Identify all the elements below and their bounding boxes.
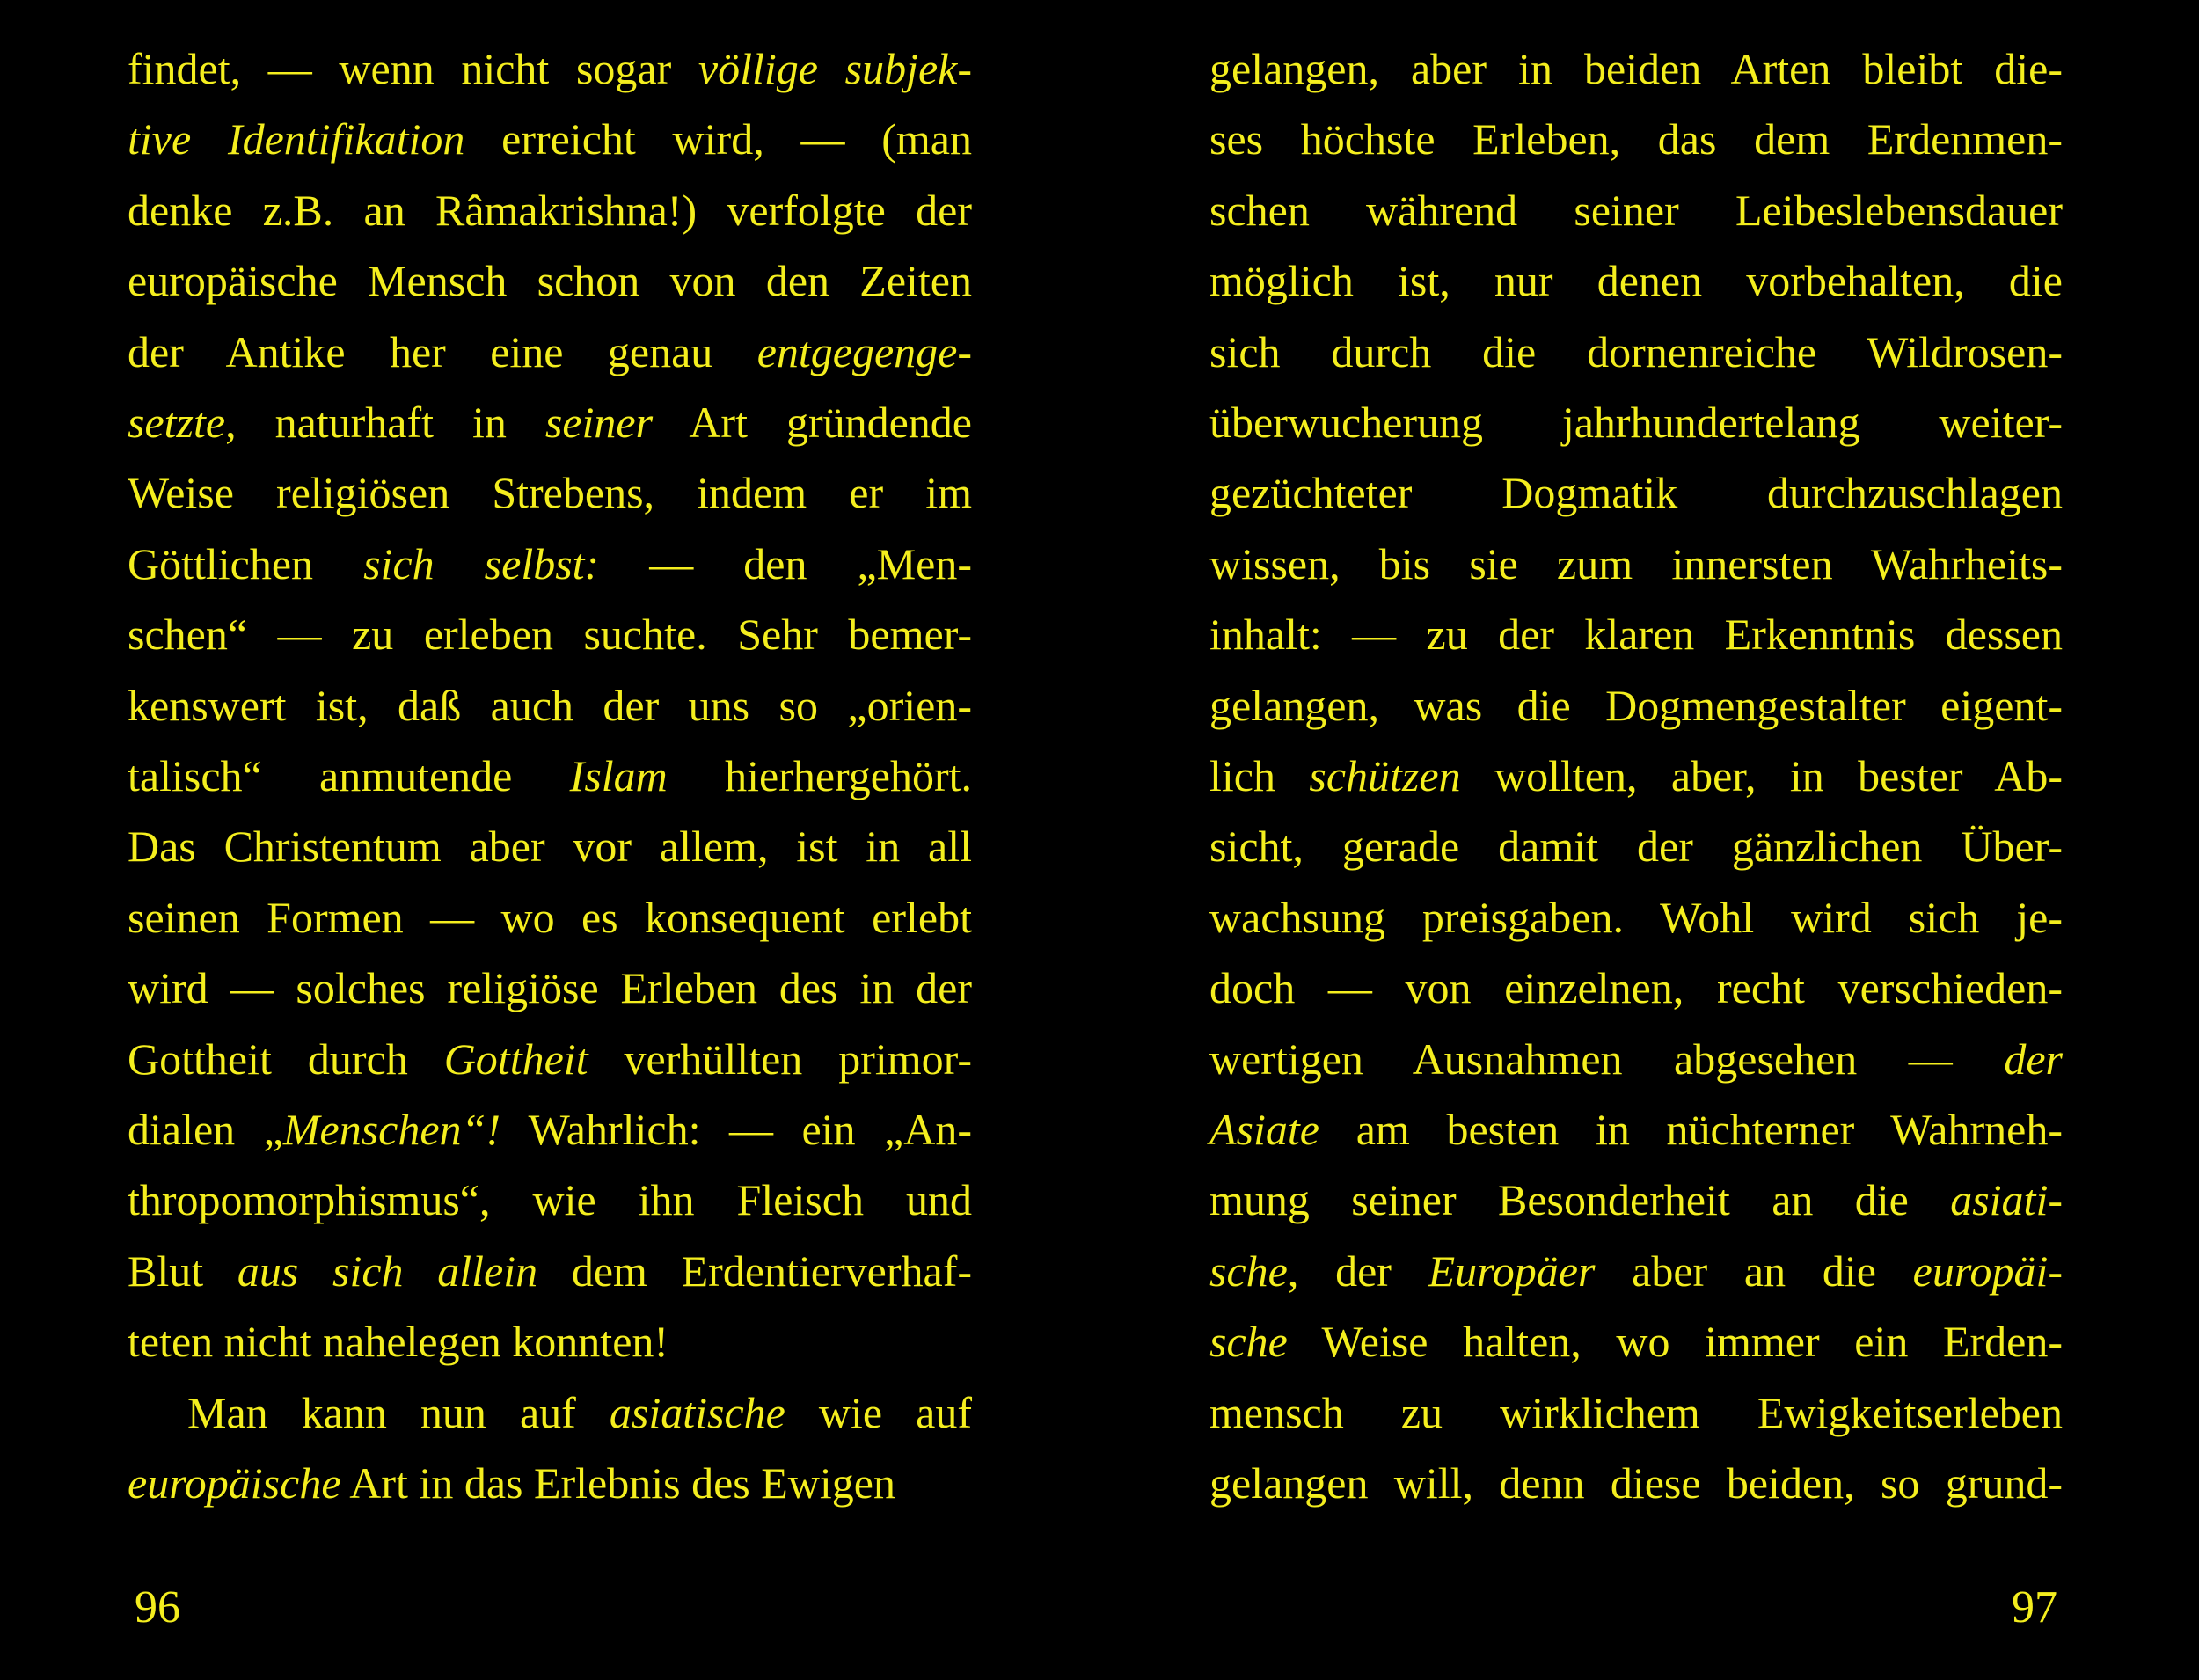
- text-line: [128, 457, 972, 528]
- text-line: [128, 1377, 972, 1448]
- text-line: [1209, 1306, 2063, 1377]
- text-span: Weise religiösen Strebens, indem er im: [128, 468, 972, 518]
- text-span: hierhergehört.: [667, 751, 972, 800]
- text-line: [1209, 670, 2063, 741]
- text-span: mung seiner Besonderheit an die: [1209, 1175, 1951, 1225]
- text-span: denke z.B. an Râmakrishna!) verfolgte der: [128, 185, 972, 235]
- text-line: [128, 953, 972, 1023]
- text-line: [128, 1236, 972, 1306]
- text-span: , naturhaft in: [225, 398, 545, 447]
- text-span: gelangen, was die Dogmengestalter eigent-: [1209, 680, 2063, 730]
- text-line: [1209, 953, 2063, 1023]
- text-span: Man kann nun auf: [187, 1387, 610, 1437]
- italic-span: aus sich allein: [237, 1245, 538, 1296]
- text-span: sicht, gerade damit der gänzlichen Über-: [1209, 822, 2063, 872]
- text-span: verhüllten primor-: [588, 1034, 972, 1084]
- text-span: thropomorphismus“, wie ihn Fleisch und: [128, 1175, 972, 1225]
- italic-span: sche: [1209, 1245, 1288, 1296]
- text-span: am besten in nüchterner Wahrneh-: [1319, 1105, 2063, 1154]
- text-span: Wahrlich: — ein „An-: [500, 1105, 972, 1154]
- text-line: [128, 670, 972, 741]
- text-line: [128, 599, 972, 669]
- page-number-left: 96: [135, 1582, 180, 1633]
- text-span: Göttlichen: [128, 538, 364, 588]
- text-span: Gottheit durch: [128, 1034, 444, 1084]
- text-line: [1209, 1094, 2063, 1165]
- text-span: schen während seiner Leibeslebensdauer: [1209, 185, 2063, 235]
- italic-span: der: [2004, 1034, 2063, 1084]
- text-span: mensch zu wirklichem Ewigkeitserleben: [1209, 1387, 2063, 1437]
- text-line: [128, 882, 972, 953]
- text-span: dialen „: [128, 1105, 283, 1154]
- text-span: Blut: [128, 1245, 237, 1296]
- text-span: Weise halten, wo immer ein Erden-: [1287, 1317, 2063, 1367]
- text-line: [128, 104, 972, 174]
- text-span: doch — von einzelnen, recht verschieden-: [1209, 963, 2063, 1013]
- text-span: überwucherung jahrhundertelang weiter-: [1209, 398, 2063, 447]
- text-span: findet, — wenn nicht sogar: [128, 44, 698, 93]
- italic-span: entgegenge-: [756, 326, 972, 376]
- text-span: sich durch die dornenreiche Wildrosen-: [1209, 326, 2063, 376]
- text-span: seinen Formen — wo es konsequent erlebt: [128, 892, 972, 942]
- text-line: [128, 1094, 972, 1165]
- text-line: [128, 1448, 972, 1518]
- italic-span: Gottheit: [443, 1034, 588, 1084]
- text-span: teten nicht nahelegen konnten!: [128, 1317, 669, 1367]
- text-line: [128, 245, 972, 316]
- text-line: [128, 1024, 972, 1094]
- text-span: gelangen, aber in beiden Arten bleibt die-: [1209, 44, 2063, 93]
- italic-span: Islam: [569, 751, 668, 800]
- text-span: gelangen will, denn diese beiden, so grund-: [1209, 1458, 2063, 1508]
- italic-span: asiati-: [1950, 1175, 2063, 1225]
- page-number-right: 97: [2012, 1582, 2057, 1633]
- italic-span: Menschen“!: [282, 1105, 501, 1154]
- text-line: [128, 1306, 972, 1377]
- text-line: [128, 741, 972, 811]
- text-line: [1209, 104, 2063, 174]
- text-span: kenswert ist, daß auch der uns so „orien-: [128, 680, 972, 730]
- text-span: Art in das Erlebnis des Ewigen: [340, 1458, 895, 1508]
- text-line: [1209, 882, 2063, 953]
- text-span: inhalt: — zu der klaren Erkenntnis dessen: [1209, 610, 2063, 660]
- text-line: [1209, 1377, 2063, 1448]
- italic-span: sich selbst:: [363, 538, 600, 588]
- text-span: , der: [1287, 1245, 1428, 1296]
- text-line: [1209, 387, 2063, 457]
- text-span: ses höchste Erleben, das dem Erdenmen-: [1209, 114, 2063, 164]
- text-line: [128, 175, 972, 245]
- left-page: [128, 0, 972, 1680]
- text-span: wachsung preisgaben. Wohl wird sich je-: [1209, 892, 2063, 942]
- text-span: gezüchteter Dogmatik durchzuschlagen: [1209, 468, 2063, 518]
- text-span: europäische Mensch schon von den Zeiten: [128, 256, 972, 306]
- text-line: [128, 811, 972, 881]
- text-line: [128, 529, 972, 599]
- text-span: möglich ist, nur denen vorbehalten, die: [1209, 256, 2063, 306]
- text-span: dem Erdentierverhaf-: [537, 1245, 972, 1296]
- text-span: wollten, aber, in bester Ab-: [1460, 751, 2063, 800]
- text-line: [128, 33, 972, 104]
- text-line: [128, 387, 972, 457]
- text-span: schen“ — zu erleben suchte. Sehr bemer-: [128, 610, 972, 660]
- italic-span: Asiate: [1209, 1105, 1319, 1154]
- italic-span: schützen: [1309, 751, 1461, 800]
- text-line: [1209, 1165, 2063, 1235]
- italic-span: europäische: [128, 1458, 341, 1508]
- text-line: [128, 1165, 972, 1235]
- text-span: Das Christentum aber vor allem, ist in all: [128, 822, 972, 872]
- text-span: Art gründende: [653, 398, 972, 447]
- text-span: erreicht wird, — (man: [464, 114, 973, 164]
- text-line: [1209, 1024, 2063, 1094]
- italic-span: europäi-: [1912, 1245, 2063, 1296]
- italic-span: seiner: [544, 398, 654, 447]
- text-line: [1209, 175, 2063, 245]
- text-span: talisch“ anmutende: [128, 751, 570, 800]
- text-span: wie auf: [785, 1387, 972, 1437]
- text-line: [1209, 741, 2063, 811]
- italic-span: tive Identifikation: [128, 114, 465, 164]
- text-span: lich: [1209, 751, 1310, 800]
- text-span: — den „Men-: [599, 538, 972, 588]
- text-span: wird — solches religiöse Erleben des in der: [128, 963, 972, 1013]
- italic-span: sche: [1209, 1317, 1288, 1367]
- text-line: [1209, 811, 2063, 881]
- italic-span: völlige subjek-: [698, 44, 972, 93]
- italic-span: setzte: [128, 398, 226, 447]
- italic-span: Europäer: [1428, 1245, 1596, 1296]
- text-line: [1209, 1236, 2063, 1306]
- text-line: [1209, 529, 2063, 599]
- text-line: [1209, 245, 2063, 316]
- italic-span: asiatische: [609, 1387, 785, 1437]
- text-line: [1209, 599, 2063, 669]
- text-span: wertigen Ausnahmen abgesehen —: [1209, 1034, 2005, 1084]
- text-line: [1209, 33, 2063, 104]
- text-line: [1209, 457, 2063, 528]
- right-page: [1209, 0, 2063, 1680]
- text-span: wissen, bis sie zum innersten Wahrheits-: [1209, 538, 2063, 588]
- text-line: [128, 317, 972, 387]
- text-span: der Antike her eine genau: [128, 326, 757, 376]
- text-line: [1209, 317, 2063, 387]
- text-span: aber an die: [1595, 1245, 1913, 1296]
- text-line: [1209, 1448, 2063, 1518]
